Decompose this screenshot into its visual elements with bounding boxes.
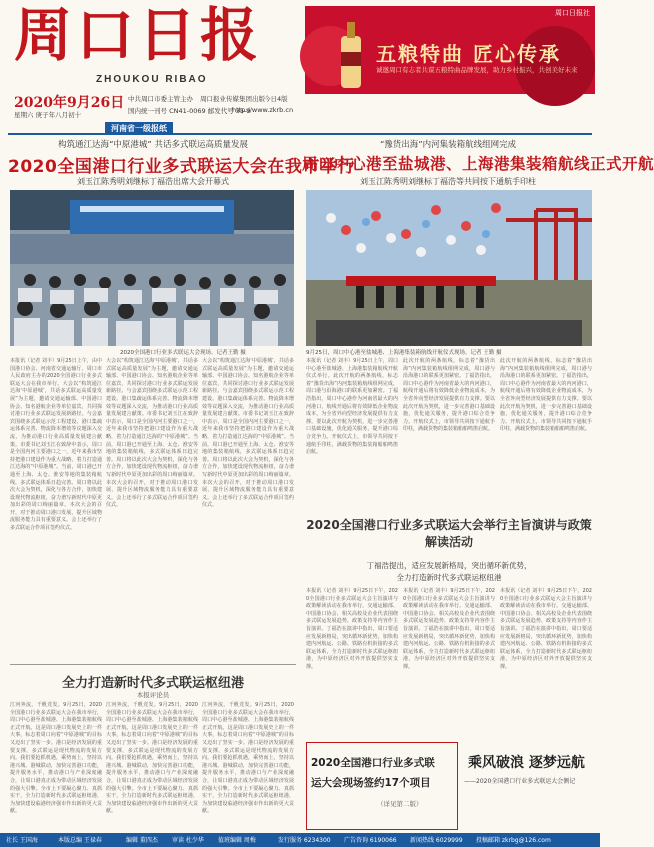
commentary-body-col3: 江河奔流，千帆竞发。9月25日，2020全国港口行业多式联运大会在我市举行，周口中心港至盐城港、上海港集装箱航线正式开航。这是周口港口发展史上的一件大事，标志着周口向着“中原港城”的目标又迈出了坚实一步。港口是经济发展的重要支撑，多式联运是现代物流的发展方向。我们要抢抓机遇，乘势而上，坚持以港兴城、港城联动，加快完善港口功能，提升服务水平，推动港口与产业深度融合，让周口港真正成为带动区域经济发展的强大引擎。全市上下要凝心聚力、真抓实干，全力打造新时代多式联运枢纽港，为加快建设临港经济强市作出新的更大贡献。 — [202, 702, 294, 815]
ad-slogan: 五粮特曲 匠心传承 — [376, 42, 561, 66]
info-line-issn: 国内统一刊号 CN41-0069 邮发代号 35-9 — [128, 107, 251, 115]
masthead-pinyin: ZHOUKOU RIBAO — [96, 74, 208, 85]
footer-email[interactable]: 投稿邮箱 zkrbg@126.com — [476, 837, 551, 844]
commentary-divider — [10, 664, 296, 665]
footer-item: 广告咨询 6190066 — [344, 837, 397, 844]
signing-box-note: （详见第二版） — [377, 800, 423, 808]
footer-bar — [0, 833, 600, 847]
left-article-caption: 2020全国港口行业多式联运大会现场。记者王勤 摄 — [120, 350, 246, 356]
conference-hall-image — [10, 190, 294, 346]
left-article-subline: 刘玉江陈秀明刘继标丁福浩出席大会开幕式 — [77, 177, 229, 186]
left-article-photo[interactable] — [10, 190, 294, 346]
info-line-website[interactable]: http://www.zkrb.cn — [232, 106, 294, 114]
mid-article-body-col2: 本报讯（记者 刘丰）9月25日下午，2020全国港口行业多式联运大会主旨演讲与政策解读活动在我市举行。交通运输部、中国港口协会、相关高校及企业代表围绕多式联运发展趋势、政策支持等内容作主旨演讲。丁福浩在演讲中指出，周口要适应发展新格局，突出循环新优势，加快构建内河航运、公路、铁路有机衔接的多式联运体系，全力打造新时代多式联运枢纽港，为中原经济区对外开放提供坚实支撑。 — [403, 588, 495, 670]
mid-article-body-col3: 本报讯（记者 刘丰）9月25日下午，2020全国港口行业多式联运大会主旨演讲与政策解读活动在我市举行。交通运输部、中国港口协会、相关高校及企业代表围绕多式联运发展趋势、政策支持等内容作主旨演讲。丁福浩在演讲中指出，周口要适应发展新格局，突出循环新优势，加快构建内河航运、公路、铁路有机衔接的多式联运体系，全力打造新时代多式联运枢纽港，为中原经济区对外开放提供坚实支撑。 — [500, 588, 592, 670]
left-article-body-col3: 大会以“构筑通江达海‘中原港城’，共话多式联运高质量发展”为主题，邀请交通运输部、中国港口协会、知名港航企业等单位嘉宾，共同探讨港口行业多式联运发展新路径。与会嘉宾围绕多式联运示范工程建设、港口集疏运体系完善、物流降本增效等议题深入交流，为推动港口行业高质量发展建言献策。市委书记刘玉江在致辞中表示，周口是全国内河主要港口之一，近年来我市坚持把港口建设作为重大战略，着力打造通江达海的“中原港城”。当前，周口港已开通至上海、太仓、淮安等地的集装箱航线，多式联运体系日趋完善。周口将以此次大会为契机，深化与各方合作，加快建设现代物流枢纽，奋力谱写新时代中原更加出彩的周口绚丽篇章。本次大会的召开，对于推动周口港口发展、提升区域物流服务能力具有重要意义。会上还举行了多式联运合作项目签约仪式。 — [202, 358, 294, 509]
issue-date: 2020年9月26日 — [14, 95, 125, 111]
sidebar-report-box[interactable] — [460, 742, 592, 828]
right-article-body-col1: 本报讯（记者 刘丰）9月25日上午，周口中心港至盐城港、上海港集装箱航线开航仪式举行。此次开航的两条航线，标志着“豫货出海”内河集装箱航线组网完成，周口港与沿海港口的联系更加紧密。丁福浩指出，周口中心港作为河南省最大的内河港口，航线开通后将有效降低企业物流成本，为全省外向型经济发展提供有力支撑。要以此次开航为契机，进一步完善港口基础设施，优化通关服务，提升港口综合竞争力。开航仪式上，市领导共同按下通航手印柱，满载货物的集装箱船舶鸣笛启航。 — [306, 358, 398, 456]
info-line-pages: 今日4版 — [264, 95, 288, 103]
sidebar-report-title: 乘风破浪 逐梦远航 — [468, 755, 585, 771]
signing-box-line2: 运大会现场签约17个项目 — [311, 777, 431, 789]
commentary-body-col2: 江河奔流，千帆竞发。9月25日，2020全国港口行业多式联运大会在我市举行，周口中心港至盐城港、上海港集装箱航线正式开航。这是周口港口发展史上的一件大事，标志着周口向着“中原港城”的目标又迈出了坚实一步。港口是经济发展的重要支撑，多式联运是现代物流的发展方向。我们要抢抓机遇，乘势而上，坚持以港兴城、港城联动，加快完善港口功能，提升服务水平，推动港口与产业深度融合，让周口港真正成为带动区域经济发展的强大引擎。全市上下要凝心聚力、真抓实干，全力打造新时代多式联运枢纽港，为加快建设临港经济强市作出新的更大贡献。 — [106, 702, 198, 815]
info-line-publisher: 周口报业传媒集团出版 — [200, 95, 265, 103]
right-article-body-col3: 此次开航的两条航线，标志着“豫货出海”内河集装箱航线组网完成，周口港与沿海港口的联系更加紧密。丁福浩指出，周口中心港作为河南省最大的内河港口，航线开通后将有效降低企业物流成本，为全省外向型经济发展提供有力支撑。要以此次开航为契机，进一步完善港口基础设施，优化通关服务，提升港口综合竞争力。开航仪式上，市领导共同按下通航手印柱，满载货物的集装箱船舶鸣笛启航。 — [500, 358, 592, 433]
footer-item: 社长 王国海 — [6, 837, 38, 844]
footer-item: 新闻热线 6029999 — [410, 837, 463, 844]
right-article-headline[interactable]: 周口中心港至盐城港、上海港集装箱航线正式开航 — [302, 155, 654, 173]
right-article-kicker: “豫货出海”内河集装箱航线组网完成 — [379, 140, 517, 150]
left-article-body-col2: 大会以“构筑通江达海‘中原港城’，共话多式联运高质量发展”为主题，邀请交通运输部、中国港口协会、知名港航企业等单位嘉宾，共同探讨港口行业多式联运发展新路径。与会嘉宾围绕多式联运示范工程建设、港口集疏运体系完善、物流降本增效等议题深入交流，为推动港口行业高质量发展建言献策。市委书记刘玉江在致辞中表示，周口是全国内河主要港口之一，近年来我市坚持把港口建设作为重大战略，着力打造通江达海的“中原港城”。当前，周口港已开通至上海、太仓、淮安等地的集装箱航线，多式联运体系日趋完善。周口将以此次大会为契机，深化与各方合作，加快建设现代物流枢纽，奋力谱写新时代中原更加出彩的周口绚丽篇章。本次大会的召开，对于推动周口港口发展、提升区域物流服务能力具有重要意义。会上还举行了多式联运合作项目签约仪式。 — [106, 358, 198, 509]
masthead-divider — [8, 133, 592, 135]
footer-item: 本版总编 王禄春 — [58, 837, 102, 844]
right-article-body-col2: 此次开航的两条航线，标志着“豫货出海”内河集装箱航线组网完成，周口港与沿海港口的联系更加紧密。丁福浩指出，周口中心港作为河南省最大的内河港口，航线开通后将有效降低企业物流成本，为全省外向型经济发展提供有力支撑。要以此次开航为契机，进一步完善港口基础设施，优化通关服务，提升港口综合竞争力。开航仪式上，市领导共同按下通航手印柱，满载货物的集装箱船舶鸣笛启航。 — [403, 358, 495, 433]
footer-item: 审读 杜少华 — [172, 837, 204, 844]
ad-subtext: 诚邀周口有志者共谋五粮特曲品牌发展，助力乡村振兴，共创美好未来 — [376, 66, 578, 74]
left-article-kicker: 构筑通江达海“中原港城” 共话多式联运高质量发展 — [58, 140, 248, 150]
footer-item: 值班编辑 周梅 — [218, 837, 256, 844]
commentary-byline: 本报评论员 — [136, 691, 170, 699]
mid-article-headline[interactable]: 2020全国港口行业多式联运大会举行主旨演讲与政策解读活动 — [306, 518, 592, 549]
commentary-headline[interactable]: 全力打造新时代多式联运枢纽港 — [61, 676, 244, 691]
sidebar-report-subtitle: ——2020全国港口行业多式联运大会侧记 — [464, 778, 576, 785]
mid-article-subline-1: 丁福浩提出，适应发展新格局，突出循环新优势， — [366, 561, 532, 570]
ad-logo: 周口日报社 — [555, 9, 590, 17]
masthead-title: 周口日报 — [14, 1, 263, 69]
left-article-headline[interactable]: 2020全国港口行业多式联运大会在我市举行 — [8, 157, 355, 177]
right-article-photo[interactable] — [306, 190, 592, 346]
right-article-caption: 9月25日，周口中心港至盐城港、上海港集装箱航线开航仪式现场。记者 王勤 摄 — [306, 350, 502, 356]
footer-item: 发行服务 6234300 — [278, 837, 331, 844]
issue-weekday: 星期六 庚子年八月初十 — [14, 111, 82, 119]
footer-item: 编辑 董四杰 — [126, 837, 158, 844]
mid-article-body-col1: 本报讯（记者 刘丰）9月25日下午，2020全国港口行业多式联运大会主旨演讲与政策解读活动在我市举行。交通运输部、中国港口协会、相关高校及企业代表围绕多式联运发展趋势、政策支持等内容作主旨演讲。丁福浩在演讲中指出，周口要适应发展新格局，突出循环新优势，加快构建内河航运、公路、铁路有机衔接的多式联运体系，全力打造新时代多式联运枢纽港，为中原经济区对外开放提供坚实支撑。 — [306, 588, 398, 670]
commentary-body-col1: 江河奔流，千帆竞发。9月25日，2020全国港口行业多式联运大会在我市举行，周口中心港至盐城港、上海港集装箱航线正式开航。这是周口港口发展史上的一件大事，标志着周口向着“中原港城”的目标又迈出了坚实一步。港口是经济发展的重要支撑，多式联运是现代物流的发展方向。我们要抢抓机遇，乘势而上，坚持以港兴城、港城联动，加快完善港口功能，提升服务水平，推动港口与产业深度融合，让周口港真正成为带动区域经济发展的强大引擎。全市上下要凝心聚力、真抓实干，全力打造新时代多式联运枢纽港，为加快建设临港经济强市作出新的更大贡献。 — [10, 702, 102, 815]
info-line-sponsor: 中共周口市委主管主办 — [128, 95, 193, 103]
port-ceremony-image — [306, 190, 592, 346]
signing-box-line1: 2020全国港口行业多式联 — [311, 757, 435, 769]
mid-article-subline-2: 全力打造新时代多式联运枢纽港 — [396, 573, 502, 582]
left-article-body-col1: 本报讯（记者 刘丰）9月25日上午，由中国港口协会、河南省交通运输厅、周口市人民政府主办的2020全国港口行业多式联运大会在我市举行。大会以“构筑通江达海‘中原港城’，共话多式联运高质量发展”为主题，邀请交通运输部、中国港口协会、知名港航企业等单位嘉宾，共同探讨港口行业多式联运发展新路径。与会嘉宾围绕多式联运示范工程建设、港口集疏运体系完善、物流降本增效等议题深入交流，为推动港口行业高质量发展建言献策。市委书记刘玉江在致辞中表示，周口是全国内河主要港口之一，近年来我市坚持把港口建设作为重大战略，着力打造通江达海的“中原港城”。当前，周口港已开通至上海、太仓、淮安等地的集装箱航线，多式联运体系日趋完善。周口将以此次大会为契机，深化与各方合作，加快建设现代物流枢纽，奋力谱写新时代中原更加出彩的周口绚丽篇章。本次大会的召开，对于推动周口港口发展、提升区域物流服务能力具有重要意义。会上还举行了多式联运合作项目签约仪式。 — [10, 358, 102, 532]
right-article-subline: 刘玉江陈秀明刘继标丁福浩等共同按下通航手印柱 — [360, 177, 536, 186]
province-badge: 河南省一级报纸 — [105, 122, 173, 135]
signing-box[interactable] — [306, 742, 458, 830]
